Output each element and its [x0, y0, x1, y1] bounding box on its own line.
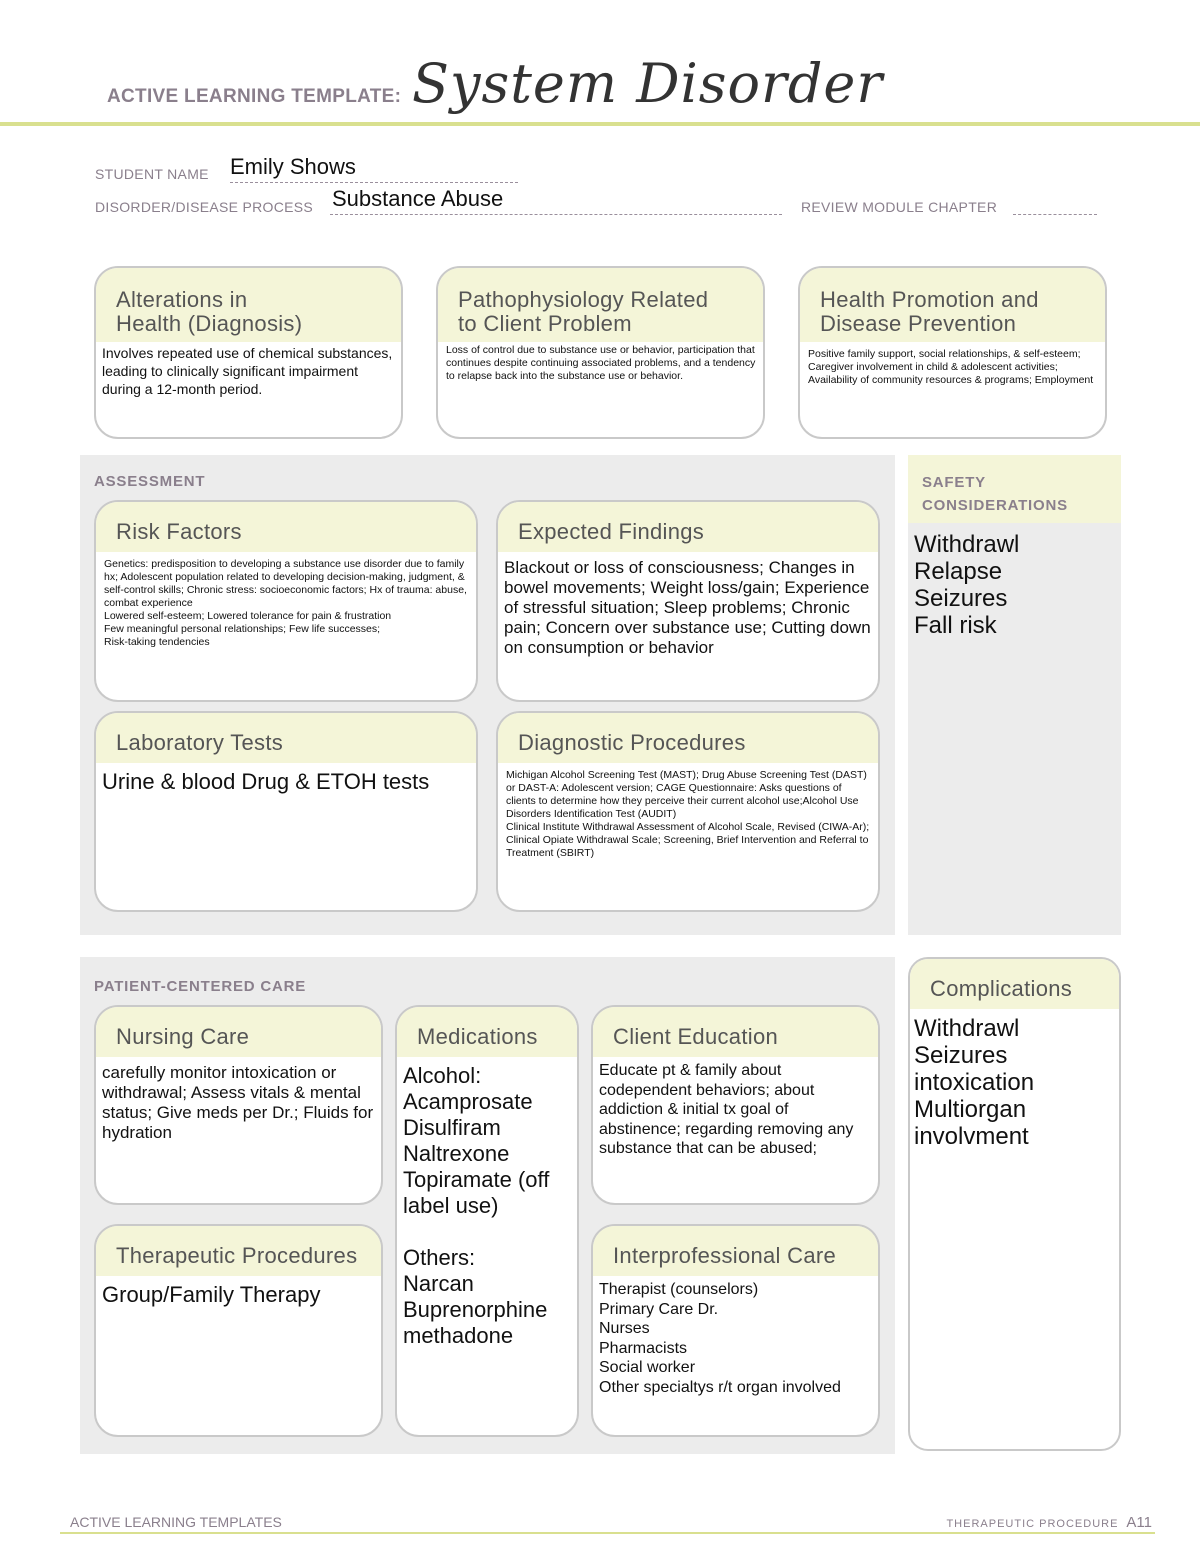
medications-title: Medications	[397, 1007, 577, 1057]
template-label: ACTIVE LEARNING TEMPLATE:	[107, 86, 402, 107]
diagnostic-procedures-body: Michigan Alcohol Screening Test (MAST); Drug Abuse Screening Test (DAST) or DAST-A: Adolescent version; CAGE Questionnaire: Asks questions of clients to determine how they perceive their current alcohol use;Alcohol Use Disorders Identification Test (AUDIT) Clinical Institute Withdrawal Assessment of Alcohol Scale, Revised (CIWA-Ar); Clinical Opiate Withdrawal Scale; Screening, Brief Intervention and Referral to Treatment (SBIRT)	[506, 769, 870, 859]
health-promotion-box	[798, 266, 1107, 439]
header-rule	[0, 122, 1200, 126]
expected-findings-box	[496, 500, 880, 702]
student-name-label: STUDENT NAME	[95, 166, 209, 182]
pathophysiology-body: Loss of control due to substance use or behavior, participation that continues despite continuing associated problems, and a tendency to relapse back into the substance use or behavior.	[446, 344, 756, 382]
medications-body: Alcohol: Acamprosate Disulfiram Naltrexone Topiramate (off label use) Others: Narcan Buprenorphine methadone	[403, 1063, 550, 1348]
nursing-care-body: carefully monitor intoxication or withdrawal; Assess vitals & mental status; Give meds per Dr.; Fluids for hydration	[102, 1063, 374, 1142]
safety-title: SAFETY CONSIDERATIONS	[908, 455, 1121, 523]
risk-factors-box	[94, 500, 478, 702]
assessment-label: ASSESSMENT	[94, 473, 206, 490]
client-education-body: Educate pt & family about codependent behaviors; about addiction & initial tx goal of abstinence; regarding removing any substance that can be abused;	[599, 1062, 854, 1157]
diagnostic-procedures-box	[496, 711, 880, 912]
footer-page-number: A11	[1126, 1514, 1152, 1531]
expected-findings-title: Expected Findings	[498, 502, 878, 552]
disorder-value: Substance Abuse	[332, 186, 504, 211]
laboratory-tests-body: Urine & blood Drug & ETOH tests	[102, 769, 430, 794]
review-module-field[interactable]	[1013, 196, 1097, 215]
alterations-box	[94, 266, 403, 439]
risk-factors-title: Risk Factors	[96, 502, 476, 552]
review-module-label: REVIEW MODULE CHAPTER	[801, 199, 998, 215]
patient-care-label: PATIENT-CENTERED CARE	[94, 978, 307, 995]
nursing-care-box	[94, 1005, 383, 1205]
health-promotion-title: Health Promotion and Disease Prevention	[800, 268, 1105, 342]
diagnostic-procedures-title: Diagnostic Procedures	[498, 713, 878, 763]
health-promotion-body: Positive family support, social relationships, & self-esteem; Caregiver involvement in child & adolescent activities; Availability of community resources & programs; Employment	[808, 348, 1094, 386]
interprofessional-care-box	[591, 1224, 880, 1437]
therapeutic-procedures-body: Group/Family Therapy	[102, 1282, 321, 1307]
medications-box	[395, 1005, 579, 1437]
therapeutic-procedures-title: Therapeutic Procedures	[96, 1226, 381, 1276]
complications-box	[908, 957, 1121, 1451]
interprofessional-care-body: Therapist (counselors) Primary Care Dr. Nurses Pharmacists Social worker Other specialtys r/t organ involved	[599, 1281, 841, 1396]
footer-section: THERAPEUTIC PROCEDURE	[946, 1518, 1119, 1530]
pathophysiology-title: Pathophysiology Related to Client Problem	[438, 268, 763, 342]
disorder-field[interactable]	[330, 188, 782, 215]
alterations-title: Alterations in Health (Diagnosis)	[96, 268, 401, 342]
student-name-value: Emily Shows	[230, 154, 356, 179]
footer-left: ACTIVE LEARNING TEMPLATES	[70, 1514, 282, 1530]
complications-title: Complications	[910, 959, 1119, 1009]
client-education-box	[591, 1005, 880, 1205]
footer-right	[946, 1514, 1152, 1531]
disorder-label: DISORDER/DISEASE PROCESS	[95, 199, 314, 215]
expected-findings-body: Blackout or loss of consciousness; Changes in bowel movements; Weight loss/gain; Experience of stressful situation; Sleep problems; Chronic pain; Concern over substance use; Cutting down on consumption or behavior	[504, 558, 871, 657]
footer-rule	[60, 1532, 1155, 1534]
interprofessional-care-title: Interprofessional Care	[593, 1226, 878, 1276]
student-name-field[interactable]	[230, 156, 518, 183]
laboratory-tests-box	[94, 711, 478, 912]
template-title: System Disorder	[412, 52, 884, 115]
therapeutic-procedures-box	[94, 1224, 383, 1437]
safety-panel	[908, 455, 1121, 935]
client-education-title: Client Education	[593, 1007, 878, 1057]
complications-body: Withdrawl Seizures intoxication Multiorgan involvment	[914, 1015, 1035, 1150]
laboratory-tests-title: Laboratory Tests	[96, 713, 476, 763]
nursing-care-title: Nursing Care	[96, 1007, 381, 1057]
safety-body: Withdrawl Relapse Seizures Fall risk	[914, 531, 1020, 639]
alterations-body: Involves repeated use of chemical substances, leading to clinically significant impairment during a 12-month period.	[102, 345, 393, 397]
risk-factors-body: Genetics: predisposition to developing a substance use disorder due to family hx; Adolescent population related to developing decision-making, judgment, & self-control skills; Chronic stress: socioeconomic factors; Hx of trauma: abuse, combat experience Lowered self-esteem; Lowered tolerance for pain & frustration Few meaningful personal relationships; Few life successes; Risk-taking tendencies	[104, 558, 467, 648]
pathophysiology-box	[436, 266, 765, 439]
